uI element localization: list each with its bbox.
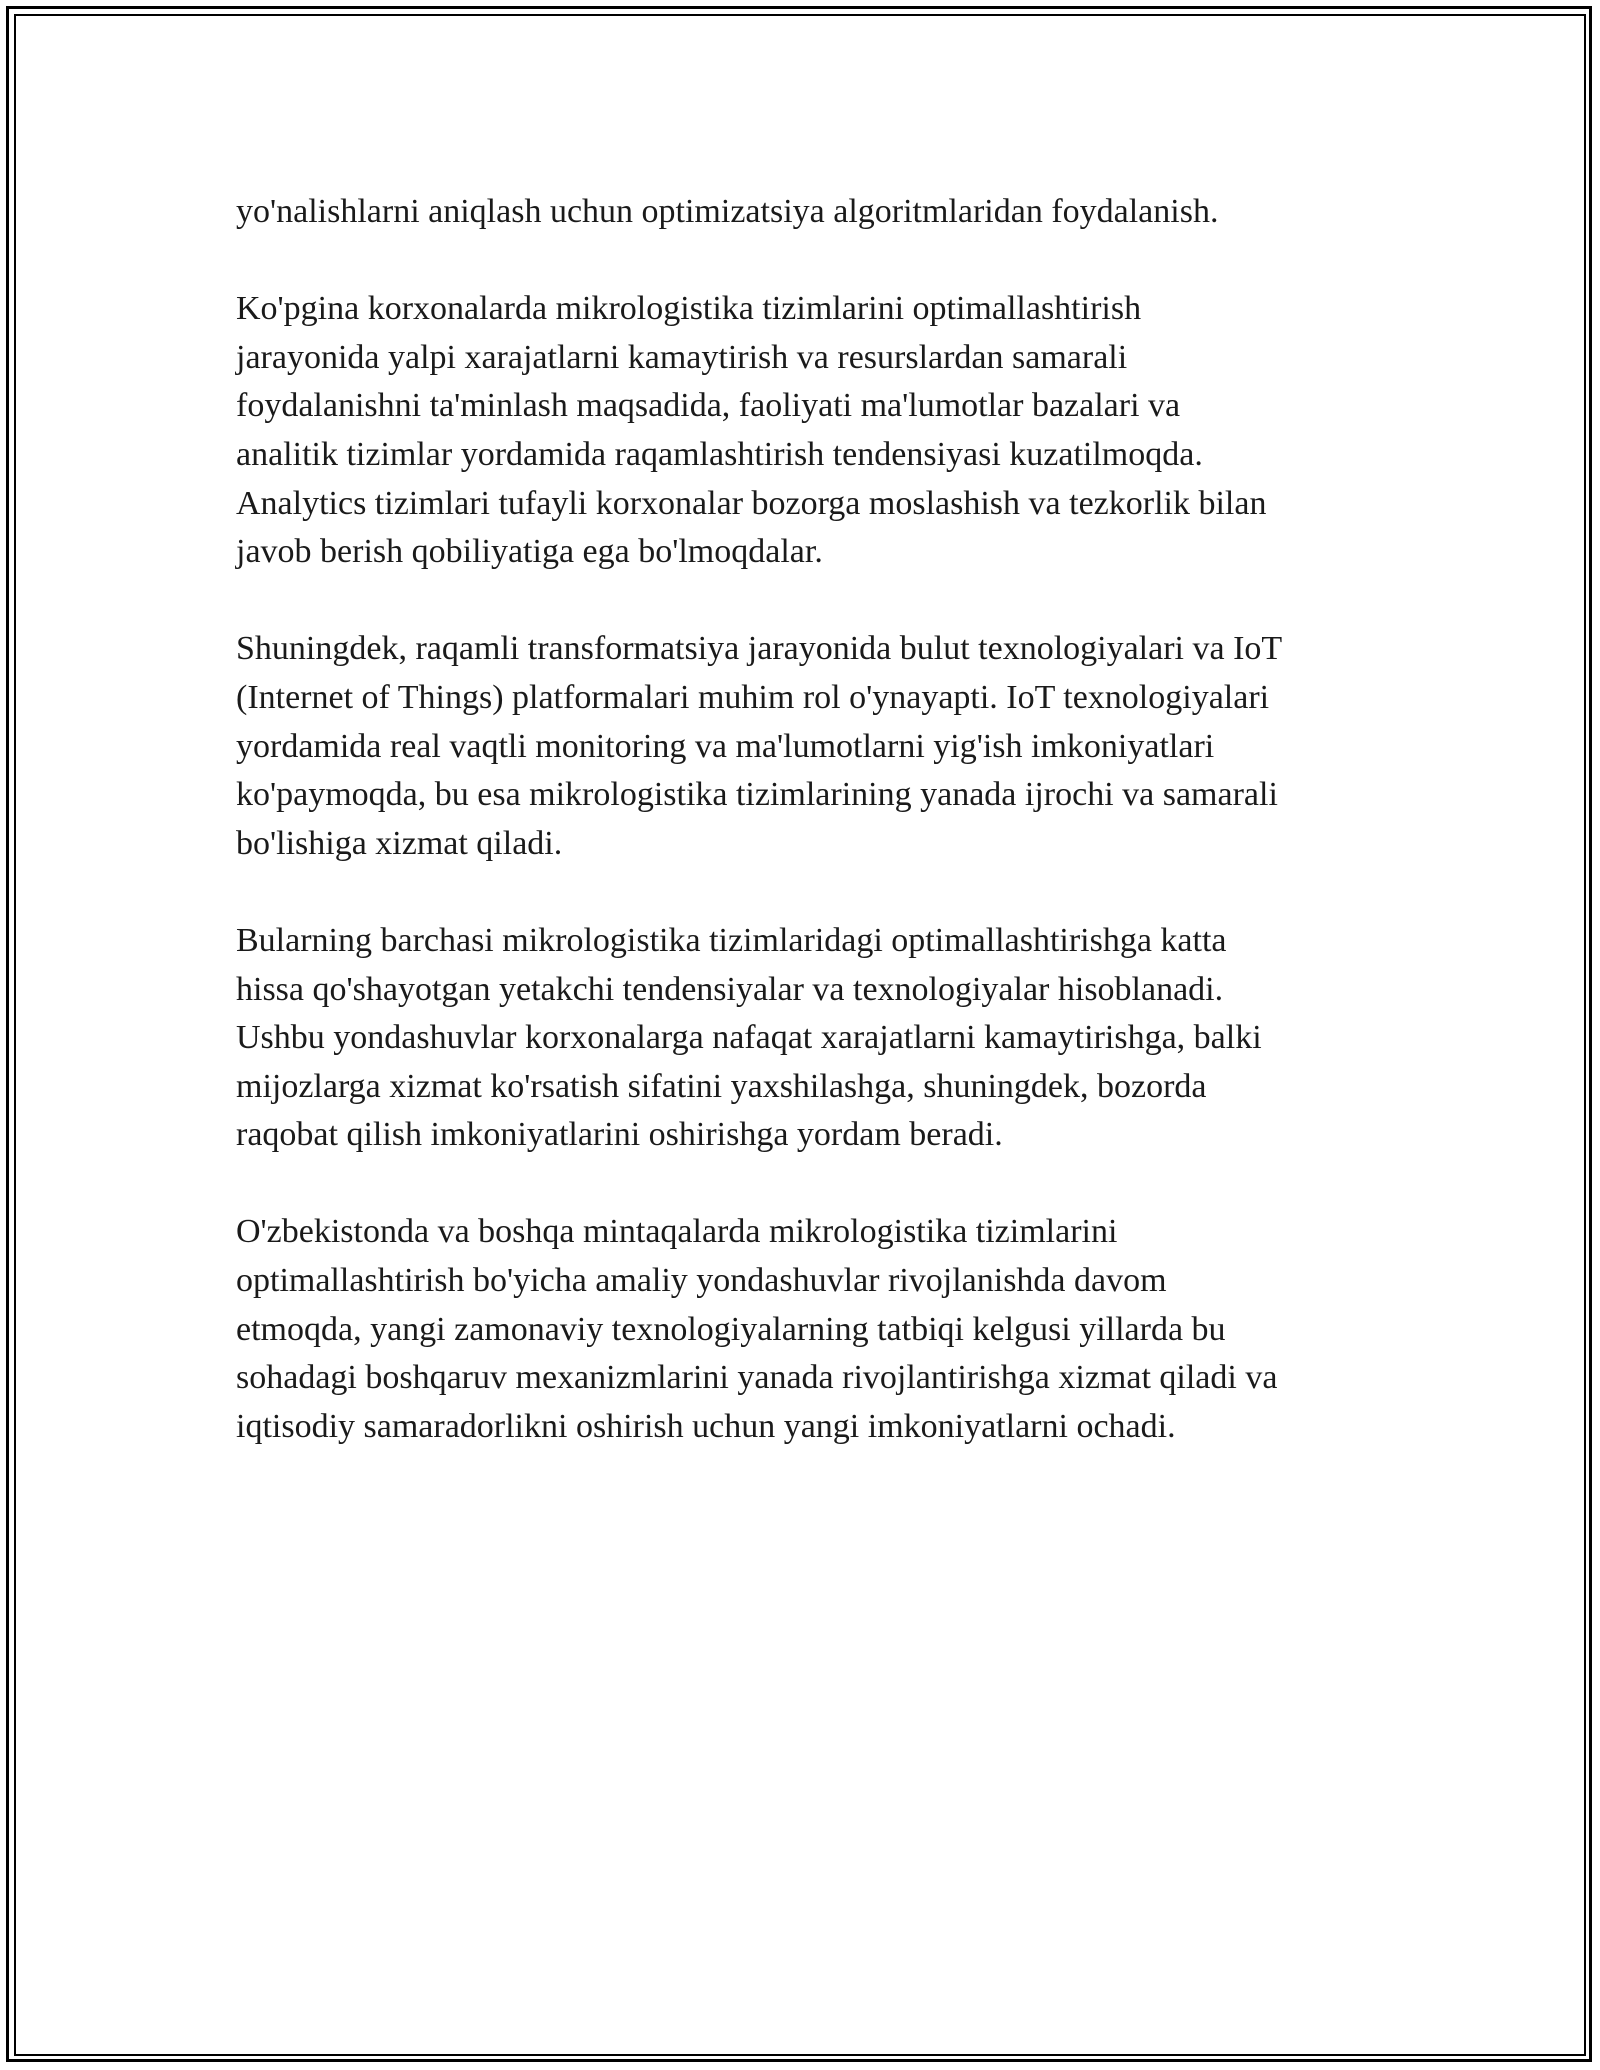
text-line: raqobat qilish imkoniyatlarini oshirishga yordam beradi. xyxy=(236,1116,1003,1154)
text-line: iqtisodiy samaradorlikni oshirish uchun yangi imkoniyatlarni ochadi. xyxy=(236,1407,1176,1445)
text-line: ko'paymoqda, bu esa mikrologistika tizimlarining yanada ijrochi va samarali xyxy=(236,776,1278,814)
text-line: etmoqda, yangi zamonaviy texnologiyalarning tatbiqi kelgusi yillarda bu xyxy=(236,1310,1226,1348)
text-line: bo'lishiga xizmat qiladi. xyxy=(236,824,563,862)
text-line: O'zbekistonda va boshqa mintaqalarda mikrologistika tizimlarini xyxy=(236,1213,1118,1251)
text-line: jarayonida yalpi xarajatlarni kamaytirish va resurslardan samarali xyxy=(236,338,1128,376)
text-line: Analytics tizimlari tufayli korxonalar bozorga moslashish va tezkorlik bilan xyxy=(236,484,1267,522)
paragraph-4 xyxy=(236,917,1366,1160)
text-line: javob berish qobiliyatiga ega bo'lmoqdalar. xyxy=(236,533,823,571)
document-body xyxy=(236,188,1366,1500)
paragraph-1 xyxy=(236,188,1366,237)
text-line: optimallashtirish bo'yicha amaliy yondashuvlar rivojlanishda davom xyxy=(236,1262,1167,1300)
text-line: yo'nalishlarni aniqlash uchun optimizatsiya algoritmlaridan foydalanish. xyxy=(236,193,1219,230)
text-line: analitik tizimlar yordamida raqamlashtirish tendensiyasi kuzatilmoqda. xyxy=(236,435,1203,473)
text-line: Shuningdek, raqamli transformatsiya jarayonida bulut texnologiyalari va IoT xyxy=(236,630,1283,668)
text-line: (Internet of Things) platformalari muhim rol o'ynayapti. IoT texnologiyalari xyxy=(236,678,1270,716)
text-line: hissa qo'shayotgan yetakchi tendensiyalar va texnologiyalar hisoblanadi. xyxy=(236,970,1224,1008)
text-line: yordamida real vaqtli monitoring va ma'lumotlarni yig'ish imkoniyatlari xyxy=(236,727,1215,765)
text-line: sohadagi boshqaruv mexanizmlarini yanada rivojlantirishga xizmat qiladi va xyxy=(236,1359,1278,1397)
paragraph-5 xyxy=(236,1208,1366,1451)
text-line: Ko'pgina korxonalarda mikrologistika tizimlarini optimallashtirish xyxy=(236,290,1142,328)
text-line: Ushbu yondashuvlar korxonalarga nafaqat xarajatlarni kamaytirishga, balki xyxy=(236,1019,1262,1057)
paragraph-3 xyxy=(236,625,1366,868)
text-line: mijozlarga xizmat ko'rsatish sifatini yaxshilashga, shuningdek, bozorda xyxy=(236,1067,1207,1105)
text-line: Bularning barchasi mikrologistika tizimlaridagi optimallashtirishga katta xyxy=(236,921,1227,959)
text-line: foydalanishni ta'minlash maqsadida, faoliyati ma'lumotlar bazalari va xyxy=(236,387,1181,425)
paragraph-2 xyxy=(236,285,1366,577)
